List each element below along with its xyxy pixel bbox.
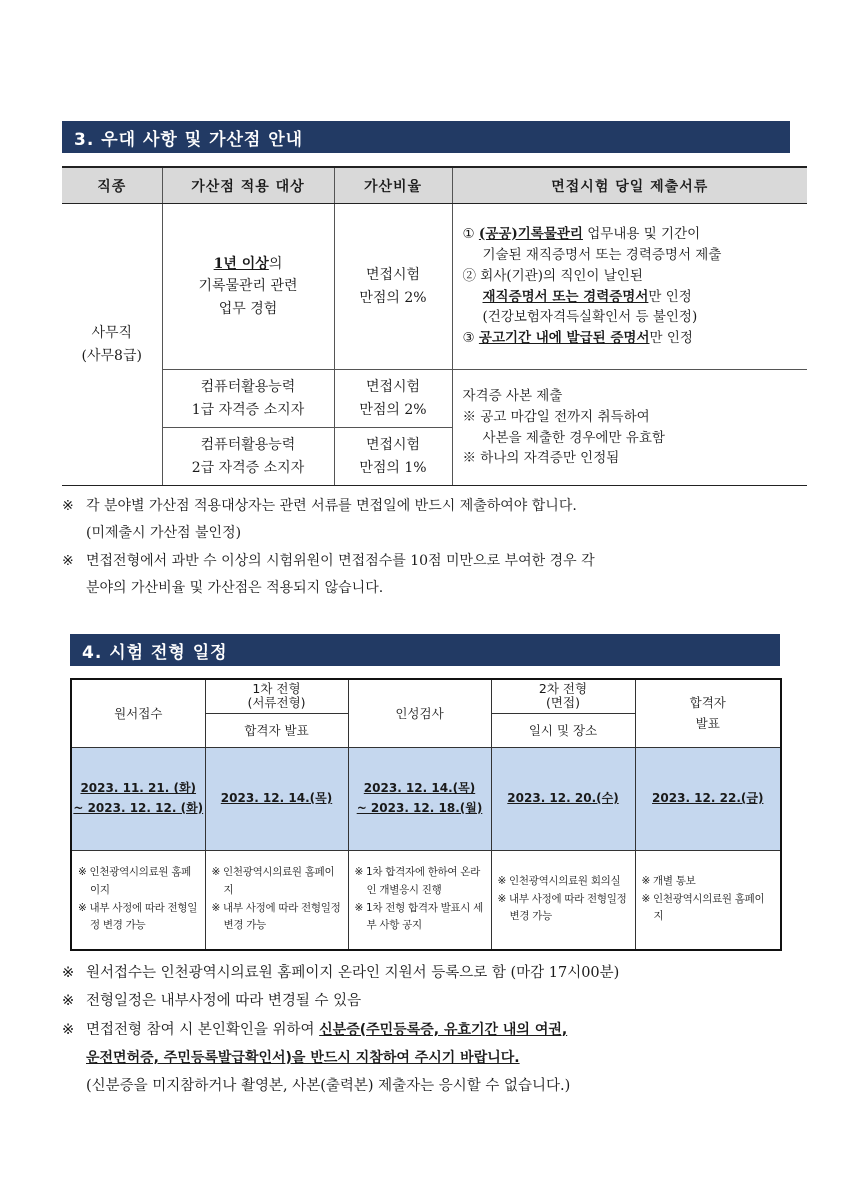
note: ※ 전형일정은 내부사정에 따라 변경될 수 있음	[62, 993, 362, 1010]
certificate-documents-cell: 자격증 사본 제출 ※ 공고 마감일 전까지 취득하여 사본을 제출한 경우에만 유효함 ※ 하나의 자격증만 인정됨	[452, 370, 807, 486]
header-stage1-sub: 합격자 발표	[205, 713, 348, 747]
desc-final: ※ 개별 통보 ※ 인천광역시의료원 홈페이지	[635, 850, 781, 950]
desc-stage2: ※ 인천광역시의료원 회의실 ※ 내부 사정에 따라 전형일정 변경 가능	[491, 850, 635, 950]
target-cell: 컴퓨터활용능력 1급 자격증 소지자	[162, 370, 334, 428]
section-4-title: 4. 시험 전형 일정	[70, 634, 780, 666]
schedule-header-row	[71, 679, 781, 713]
job-cell: 사무직 (사무8급)	[62, 204, 162, 486]
date-apply: 2023. 11. 21. (화) ~ 2023. 12. 12. (화)	[71, 747, 205, 850]
table-row	[62, 370, 807, 428]
date-final: 2023. 12. 22.(금)	[635, 747, 781, 850]
date-stage2: 2023. 12. 20.(수)	[491, 747, 635, 850]
bonus-points-table	[62, 166, 807, 486]
header-stage2-sub: 일시 및 장소	[491, 713, 635, 747]
header-target: 가산점 적용 대상	[162, 167, 334, 204]
note: ※ 원서접수는 인천광역시의료원 홈페이지 온라인 지원서 등록으로 함 (마감 17시00분)	[62, 965, 620, 981]
desc-stage1: ※ 인천광역시의료원 홈페이지 ※ 내부 사정에 따라 전형일정 변경 가능	[205, 850, 348, 950]
date-stage1: 2023. 12. 14.(목)	[205, 747, 348, 850]
note: ※ 면접전형에서 과반 수 이상의 시험위원이 면접점수를 10점 미만으로 부여한 경우 각	[62, 552, 595, 569]
date-aptitude: 2023. 12. 14.(목) ~ 2023. 12. 18.(월)	[348, 747, 491, 850]
header-ratio: 가산비율	[334, 167, 452, 204]
section-3-title: 3. 우대 사항 및 가산점 안내	[62, 121, 790, 153]
schedule-table	[70, 678, 782, 951]
note: ※ 면접전형 참여 시 본인확인을 위하여 신분증(주민등록증, 유효기간 내의 여권,	[62, 1021, 568, 1038]
desc-aptitude: ※ 1차 합격자에 한하여 온라인 개별응시 진행 ※ 1차 전형 합격자 발표시 세부 사항 공지	[348, 850, 491, 950]
ratio-cell: 면접시험 만점의 2%	[334, 370, 452, 428]
header-final: 합격자 발표	[635, 679, 781, 747]
table-row	[62, 204, 807, 370]
ratio-cell: 면접시험 만점의 1%	[334, 428, 452, 486]
ratio-cell: 면접시험 만점의 2%	[334, 204, 452, 370]
documents-cell: ① (공공)기록물관리 업무내용 및 기간이 기술된 재직증명서 또는 경력증명서 제출 ② 회사(기관)의 직인이 날인된 재직증명서 또는 경력증명서만 인정 (건강보험자격득실확인서 등 불인정) ③ 공고기간 내에 발급된 증명서만 인정	[452, 204, 807, 370]
header-documents: 면접시험 당일 제출서류	[452, 167, 807, 204]
target-cell: 컴퓨터활용능력 2급 자격증 소지자	[162, 428, 334, 486]
section-4-notes: ※ 원서접수는 인천광역시의료원 홈페이지 온라인 지원서 등록으로 함 (마감 17시00분) ※ 전형일정은 내부사정에 따라 변경될 수 있음 ※ 면접전형 참여 시 본인확인을 위하여 신분증(주민등록증, 유효기간 내의 여권, 운전면허증, 주민등록발급확인서)을 반드시 지참하여 주시기 바랍니다. (신분증을 미지참하거나 촬영본, 사본(출력본) 제출자는 응시할 수 없습니다.)	[62, 959, 802, 1100]
schedule-dates-row	[71, 747, 781, 850]
table-header-row	[62, 167, 807, 204]
target-cell: 1년 이상의 기록물관리 관련 업무 경험	[162, 204, 334, 370]
schedule-desc-row	[71, 850, 781, 950]
header-stage2: 2차 전형 (면접)	[491, 679, 635, 713]
header-stage1: 1차 전형 (서류전형)	[205, 679, 348, 713]
header-apply: 원서접수	[71, 679, 205, 747]
section-3-notes: ※ 각 분야별 가산점 적용대상자는 관련 서류를 면접일에 반드시 제출하여야 합니다. (미제출시 가산점 불인정) ※ 면접전형에서 과반 수 이상의 시험위원이 면접점수를 10점 미만으로 부여한 경우 각 분야의 가산비율 및 가산점은 적용되지 않습니다.	[62, 493, 802, 602]
note: ※ 각 분야별 가산점 적용대상자는 관련 서류를 면접일에 반드시 제출하여야 합니다.	[62, 498, 577, 514]
header-aptitude: 인성검사	[348, 679, 491, 747]
header-job: 직종	[62, 167, 162, 204]
desc-apply: ※ 인천광역시의료원 홈페이지 ※ 내부 사정에 따라 전형일정 변경 가능	[71, 850, 205, 950]
